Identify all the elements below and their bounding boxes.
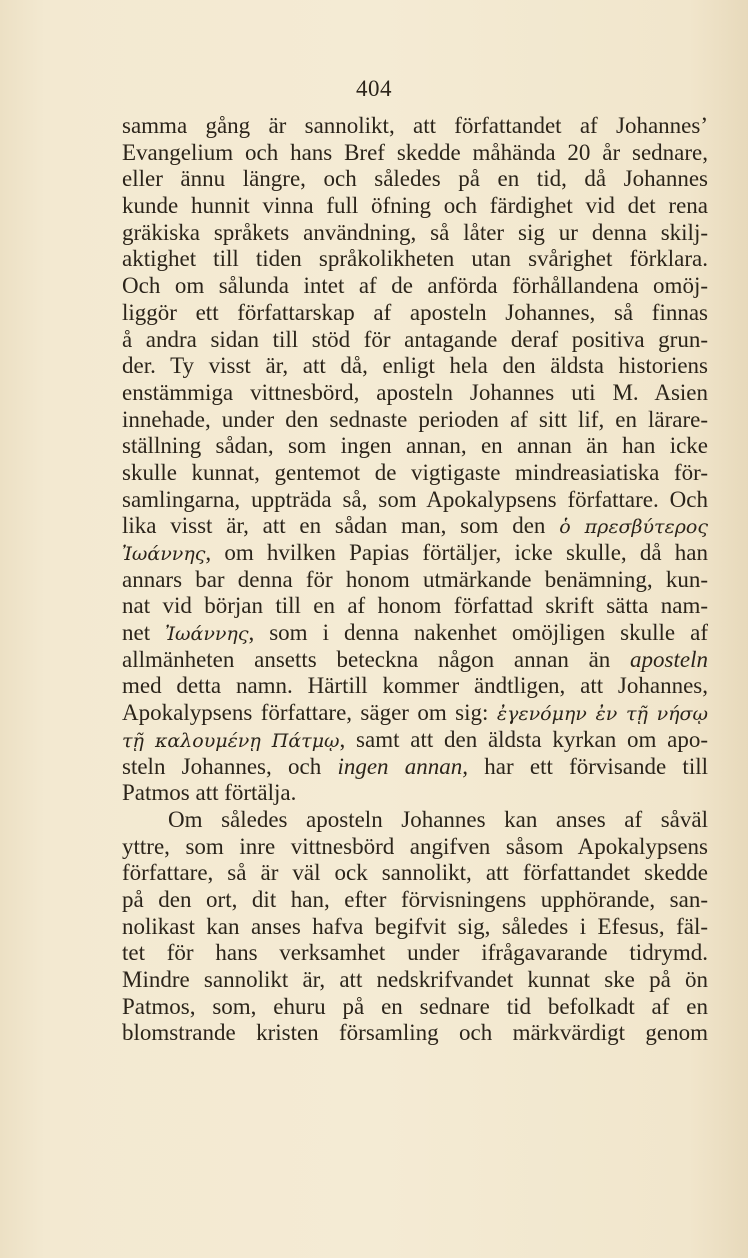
text-segment: eller ännu längre, och således på en tid, då Johannes	[122, 166, 708, 192]
text-segment: , om hvilken Papias förtäljer, icke skulle, då han	[205, 540, 708, 565]
text-segment: samlingarna, uppträda så, som Apokalypsens författare. Och	[122, 486, 708, 512]
text-segment: Apokalypsens författare, säger om sig:	[122, 700, 497, 726]
text-segment: nolikast kan anses hafva begifvit sig, således i Efesus, fäl-	[122, 913, 708, 939]
text-segment: har ett förvisande till	[468, 753, 708, 779]
text-line	[122, 220, 708, 247]
text-line	[122, 754, 708, 781]
text-segment: innehade, under den sednaste perioden af sitt lif, en lärare-	[122, 406, 708, 432]
body-text	[122, 113, 708, 1047]
text-line	[122, 487, 708, 514]
text-segment: kunde hunnit vinna full öfning och färdighet vid det rena	[122, 193, 708, 219]
text-line	[122, 380, 708, 407]
text-line	[122, 593, 708, 620]
text-line	[122, 647, 708, 674]
text-line	[122, 513, 708, 540]
text-line	[122, 193, 708, 220]
text-line	[122, 780, 708, 807]
text-line	[122, 940, 708, 967]
greek-phrase: ἐγενόμην ἐν τῇ νήσῳ	[496, 703, 708, 726]
text-line	[122, 300, 708, 327]
text-line	[122, 994, 708, 1021]
text-segment: liggör ett författarskap af aposteln Johannes, så finnas	[122, 299, 708, 325]
text-line	[122, 273, 708, 300]
text-segment: med detta namn. Härtill kommer ändtligen, att Johannes,	[122, 673, 708, 699]
text-segment: samma gång är sannolikt, att författandet af Johannes’	[122, 113, 708, 138]
text-line	[122, 433, 708, 460]
text-segment: ställning sådan, som ingen annan, en annan än han icke	[122, 433, 708, 459]
text-segment: net	[122, 620, 166, 646]
text-segment: der. Ty visst är, att då, enligt hela den äldsta historiens	[122, 353, 708, 379]
text-line	[122, 967, 708, 994]
text-segment: aktighet till tiden språkolikheten utan svårighet förklara.	[122, 246, 708, 272]
text-segment: annars bar denna för honom utmärkande benämning, kun-	[122, 566, 708, 592]
emphasis-text: ingen annan,	[337, 753, 469, 779]
text-segment: blomstrande kristen församling och märkvärdigt genom	[122, 1020, 708, 1046]
text-line	[122, 700, 708, 727]
text-segment: Mindre sannolikt är, att nedskrifvandet kunnat ske på ön	[122, 967, 708, 992]
text-segment: tet för hans verksamhet under ifrågavarande tidrymd.	[122, 940, 708, 966]
page-number: 404	[356, 76, 392, 101]
text-segment: , som i denna nakenhet omöjligen skulle af	[248, 620, 708, 646]
text-segment: steln Johannes, och	[122, 753, 338, 779]
text-segment: nat vid början till en af honom författad skrift sätta nam-	[122, 593, 708, 619]
text-line	[122, 327, 708, 354]
greek-phrase: Ἰωάννης	[122, 543, 206, 565]
text-line	[122, 113, 708, 140]
text-line	[122, 567, 708, 594]
greek-phrase: Ἰωάννης	[165, 623, 249, 646]
text-line	[122, 807, 708, 834]
text-line	[122, 673, 708, 700]
text-line	[122, 914, 708, 941]
text-line	[122, 887, 708, 914]
text-line	[122, 834, 708, 861]
text-line	[122, 246, 708, 273]
text-line	[122, 166, 708, 193]
text-segment: Evangelium och hans Bref skedde måhända 20 år sednare,	[122, 139, 708, 165]
text-segment: allmänheten ansetts beteckna någon annan än	[122, 646, 631, 672]
text-segment: Om således aposteln Johannes kan anses af såväl	[168, 806, 708, 832]
text-segment: yttre, som inre vittnesbörd angifven såsom Apokalypsens	[122, 833, 708, 859]
text-segment: enstämmiga vittnesbörd, aposteln Johannes uti M. Asien	[122, 379, 708, 405]
text-segment: lika visst är, att en sådan man, som den	[122, 513, 560, 539]
text-line	[122, 353, 708, 380]
emphasis-text: aposteln	[630, 646, 708, 672]
text-line	[122, 540, 708, 567]
text-line	[122, 620, 708, 647]
text-segment: Patmos att förtälja.	[122, 780, 297, 806]
text-segment: å andra sidan till stöd för antagande deraf positiva grun-	[122, 326, 708, 352]
text-line	[122, 727, 708, 754]
text-segment: på den ort, dit han, efter förvisningens upphörande, san-	[122, 886, 708, 912]
text-segment: Patmos, som, ehuru på en sednare tid befolkadt af en	[122, 993, 708, 1019]
text-segment: skulle kunnat, gentemot de vigtigaste mindreasiatiska för-	[122, 459, 708, 485]
text-line	[122, 407, 708, 434]
text-line	[122, 460, 708, 487]
text-segment: Och om sålunda intet af de anförda förhållandena omöj-	[122, 273, 708, 299]
text-segment: gräkiska språkets användning, så låter sig ur denna skilj-	[122, 219, 708, 245]
text-line	[122, 1020, 708, 1047]
text-line	[122, 860, 708, 887]
text-segment: författare, så är väl ock sannolikt, att författandet skedde	[122, 860, 708, 886]
greek-phrase: τῇ καλουμένῃ Πάτμῳ	[122, 729, 340, 752]
greek-phrase: ὁ πρεσβύτερος	[559, 516, 708, 539]
text-line	[122, 140, 708, 167]
text-segment: , samt att den äldsta kyrkan om apo-	[339, 726, 708, 752]
